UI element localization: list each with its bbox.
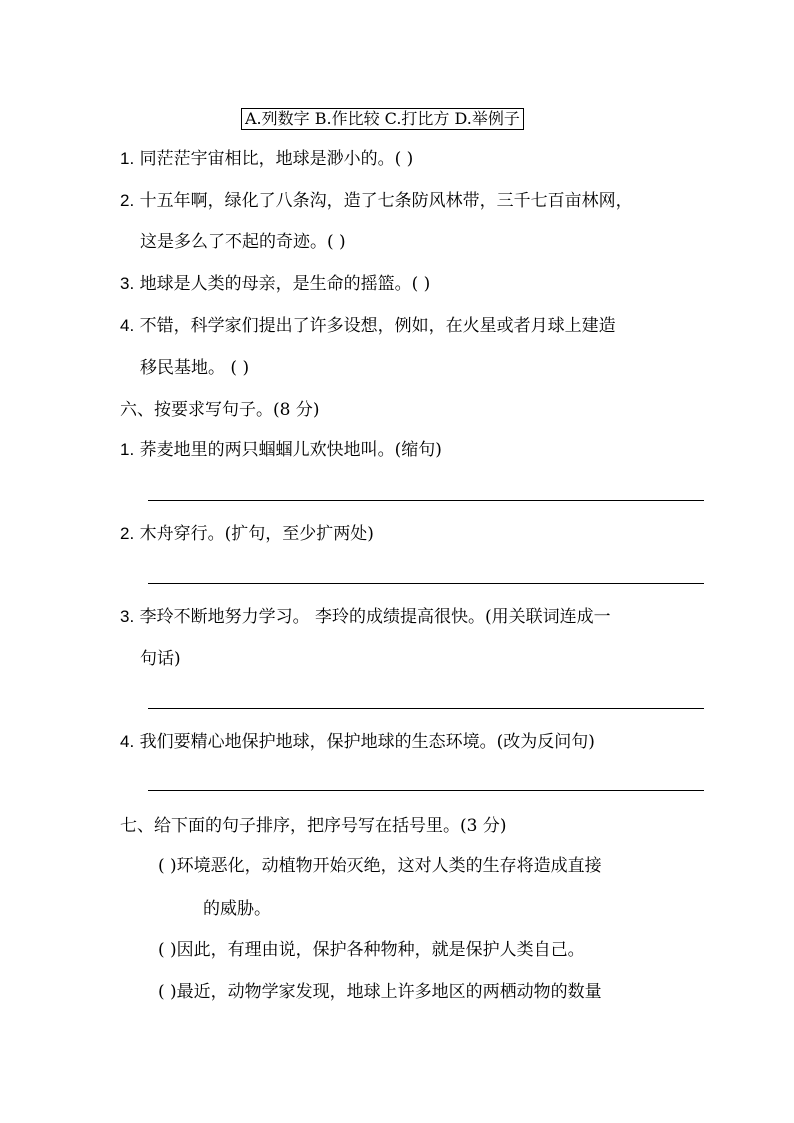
- section-6-title: 六、按要求写句子。(8 分): [120, 400, 320, 420]
- answer-line-3[interactable]: [148, 708, 704, 709]
- question-number: 3.: [120, 274, 135, 293]
- order-item-2: [158, 939, 585, 961]
- question-2-continued: 这是多么了不起的奇迹。( ): [140, 232, 346, 252]
- question-number: 3.: [120, 607, 135, 626]
- question-text: 十五年啊，绿化了八条沟，造了七条防风林带，三千七百亩林网，: [139, 191, 633, 211]
- section-7-title: 七、给下面的句子排序，把序号写在括号里。(3 分): [120, 816, 507, 836]
- question-number: 2.: [120, 524, 135, 543]
- question-4-continued: 移民基地。 ( ): [140, 358, 250, 378]
- order-text: 最近，动物学家发现，地球上许多地区的两栖动物的数量: [176, 982, 602, 1002]
- question-1: [120, 148, 413, 170]
- answer-line-4[interactable]: [148, 790, 704, 791]
- question-3: [120, 273, 430, 295]
- order-bracket[interactable]: ( ): [158, 856, 177, 876]
- question-number: 4.: [120, 732, 135, 751]
- question-text: 同茫茫宇宙相比，地球是渺小的。( ): [139, 149, 414, 169]
- question-text: 荞麦地里的两只蝈蝈儿欢快地叫。(缩句): [139, 440, 442, 460]
- order-bracket[interactable]: ( ): [158, 982, 177, 1002]
- order-item-1-continued: 的威胁。: [203, 899, 271, 919]
- order-text: 因此，有理由说，保护各种物种，就是保护人类自己。: [176, 940, 585, 960]
- question-number: 2.: [120, 191, 135, 210]
- order-text: 环境恶化，动植物开始灭绝，这对人类的生存将造成直接: [176, 856, 602, 876]
- question-text: 我们要精心地保护地球，保护地球的生态环境。(改为反问句): [139, 732, 595, 752]
- question-text: 木舟穿行。(扩句，至少扩两处): [139, 524, 374, 544]
- rewrite-question-3: [120, 606, 611, 628]
- question-4: [120, 315, 616, 337]
- answer-line-1[interactable]: [148, 500, 704, 501]
- order-item-3: [158, 981, 602, 1003]
- answer-line-2[interactable]: [148, 583, 704, 584]
- question-number: 1.: [120, 440, 135, 459]
- rewrite-question-3-continued: 句话): [140, 649, 181, 669]
- rewrite-question-4: [120, 731, 595, 753]
- question-number: 4.: [120, 316, 135, 335]
- question-text: 李玲不断地努力学习。 李玲的成绩提高很快。(用关联词连成一: [139, 607, 611, 627]
- rewrite-question-2: [120, 523, 374, 545]
- options-box: A.列数字 B.作比较 C.打比方 D.举例子: [241, 108, 524, 130]
- question-text: 地球是人类的母亲，是生命的摇篮。( ): [139, 274, 431, 294]
- question-number: 1.: [120, 149, 135, 168]
- order-item-1: [158, 855, 602, 877]
- order-bracket[interactable]: ( ): [158, 940, 177, 960]
- question-text: 不错，科学家们提出了许多设想，例如，在火星或者月球上建造: [139, 316, 616, 336]
- question-2: [120, 190, 633, 212]
- rewrite-question-1: [120, 439, 442, 461]
